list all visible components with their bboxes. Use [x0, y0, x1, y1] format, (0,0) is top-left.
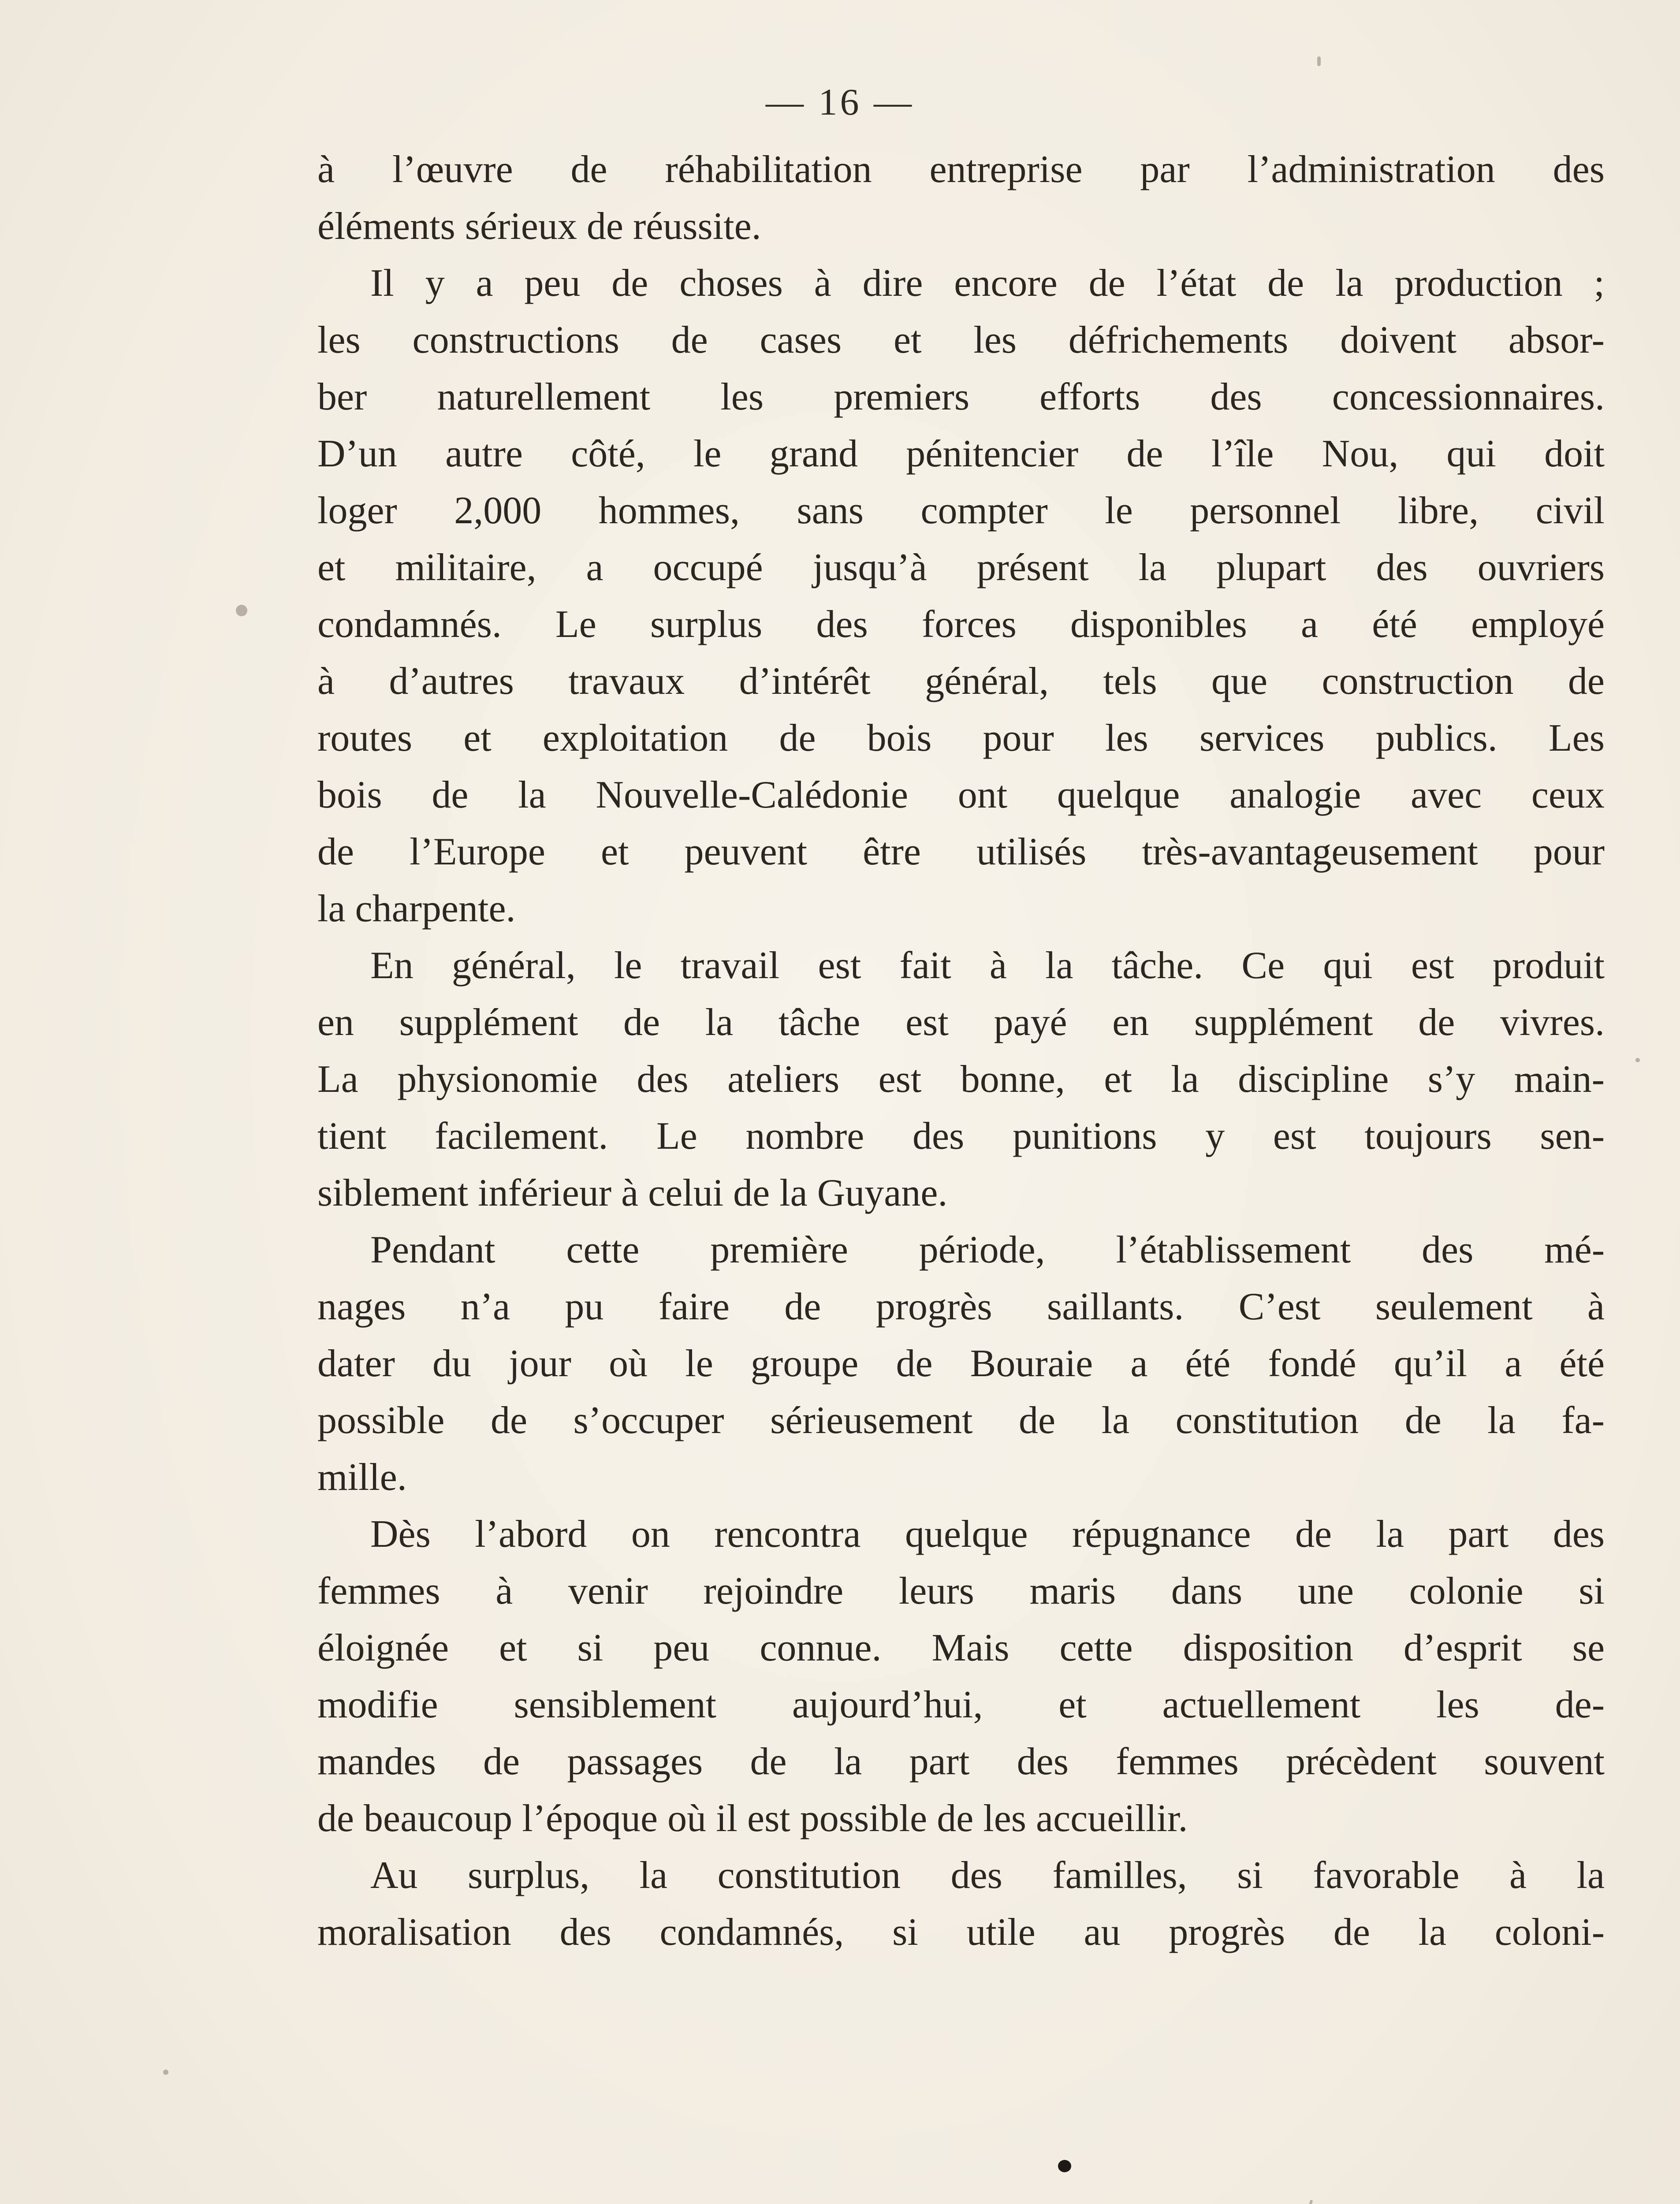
page-number: — 16 —: [766, 81, 914, 123]
text-line: de beaucoup l’époque où il est possible de les accueillir.: [317, 1797, 1188, 1840]
text-line: de l’Europe et peuvent être utilisés très-avantageusement pour: [317, 830, 1605, 873]
text-line: à l’œuvre de réhabilitation entreprise par l’administration des: [317, 148, 1605, 191]
paper-spot: [1635, 1058, 1640, 1062]
text-line: possible de s’occuper sérieusement de la constitution de la fa-: [317, 1399, 1605, 1442]
text-line: loger 2,000 hommes, sans compter le personnel libre, civil: [317, 489, 1605, 532]
text-line: routes et exploitation de bois pour les services publics. Les: [317, 717, 1605, 759]
paper-spot: [1317, 56, 1321, 66]
text-line: Il y a peu de choses à dire encore de l’état de la production ;: [370, 262, 1605, 305]
text-line: D’un autre côté, le grand pénitencier de l’île Nou, qui doit: [317, 432, 1605, 475]
text-line: modifie sensiblement aujourd’hui, et actuellement les de-: [317, 1683, 1605, 1726]
text-line: Pendant cette première période, l’établissement des mé-: [370, 1229, 1605, 1271]
text-line: Au surplus, la constitution des familles, si favorable à la: [370, 1854, 1605, 1897]
text-line: les constructions de cases et les défrichements doivent absor-: [317, 319, 1605, 361]
text-line: éloignée et si peu connue. Mais cette disposition d’esprit se: [317, 1627, 1605, 1669]
text-line: à d’autres travaux d’intérêt général, tels que construction de: [317, 660, 1605, 703]
body-text: [317, 141, 1605, 1961]
text-line: mille.: [317, 1456, 407, 1499]
text-line: femmes à venir rejoindre leurs maris dans une colonie si: [317, 1570, 1605, 1612]
text-line: condamnés. Le surplus des forces disponibles a été employé: [317, 603, 1605, 646]
text-line: en supplément de la tâche est payé en supplément de vivres.: [317, 1001, 1605, 1044]
text-line: tient facilement. Le nombre des punitions y est toujours sen-: [317, 1115, 1605, 1158]
paper-spot: [163, 2070, 168, 2075]
text-line: La physionomie des ateliers est bonne, et la discipline s’y main-: [317, 1058, 1605, 1101]
text-line: mandes de passages de la part des femmes précèdent souvent: [317, 1740, 1605, 1783]
text-line: éléments sérieux de réussite.: [317, 205, 761, 248]
text-line: Dès l’abord on rencontra quelque répugnance de la part des: [370, 1513, 1605, 1556]
paper-spot: [236, 605, 247, 616]
text-line: et militaire, a occupé jusqu’à présent la plupart des ouvriers: [317, 546, 1605, 589]
text-line: bois de la Nouvelle-Calédonie ont quelque analogie avec ceux: [317, 774, 1605, 816]
text-line: nages n’a pu faire de progrès saillants. C’est seulement à: [317, 1285, 1605, 1328]
text-line: siblement inférieur à celui de la Guyane.: [317, 1172, 948, 1214]
text-line: En général, le travail est fait à la tâche. Ce qui est produit: [370, 944, 1605, 987]
text-line: dater du jour où le groupe de Bouraie a été fondé qu’il a été: [317, 1342, 1605, 1385]
text-line: la charpente.: [317, 887, 516, 930]
text-line: moralisation des condamnés, si utile au progrès de la coloni-: [317, 1911, 1605, 1954]
ink-dot: [1058, 2160, 1071, 2172]
text-line: ber naturellement les premiers efforts des concessionnaires.: [317, 376, 1605, 418]
paper-spot: [1307, 2200, 1313, 2204]
